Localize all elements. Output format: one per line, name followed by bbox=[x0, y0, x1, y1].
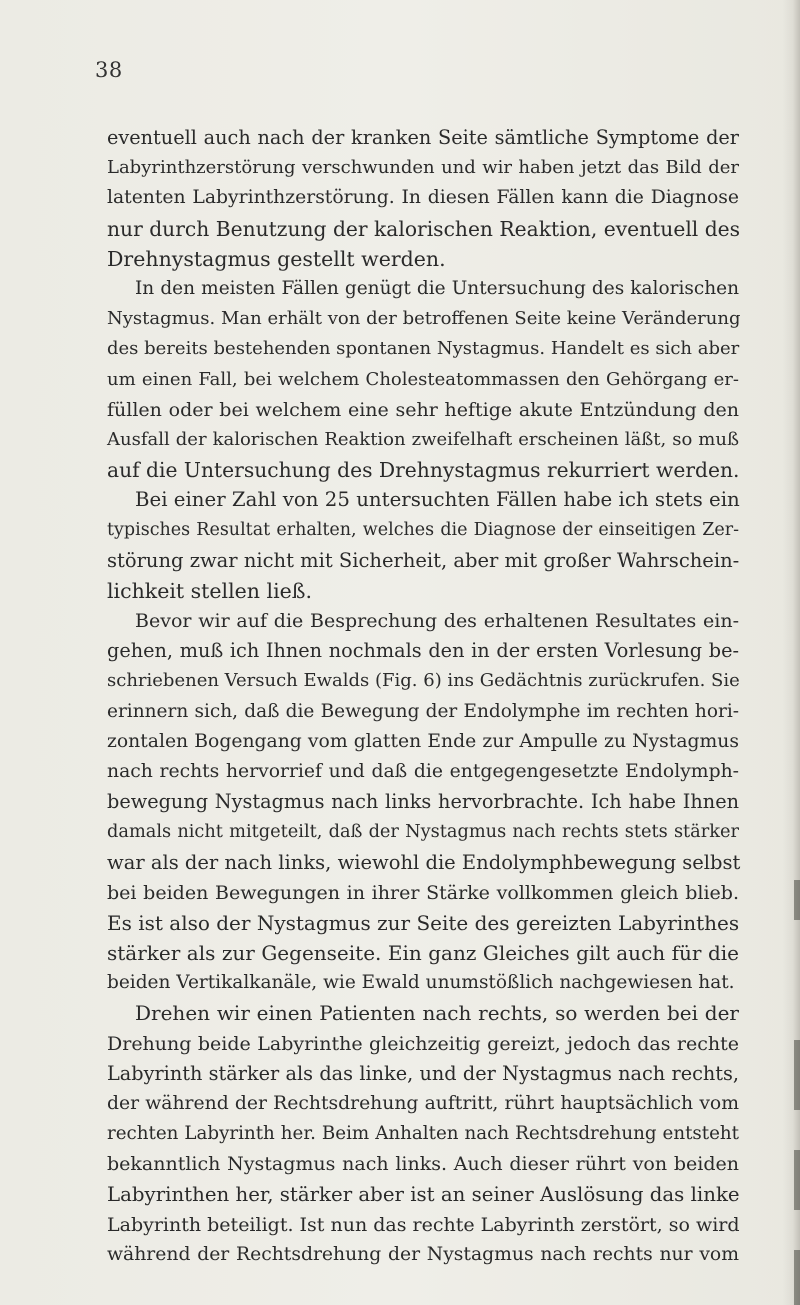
text-line: bekanntlich Nystagmus nach links. Auch dieser rührt von beiden bbox=[107, 1153, 739, 1176]
text-line: latenten Labyrinthzerstörung. In diesen Fällen kann die Diagnose bbox=[107, 187, 739, 209]
text-line: erinnern sich, daß die Bewegung der Endolymphe im rechten hori- bbox=[107, 700, 739, 722]
text-line: rechten Labyrinth her. Beim Anhalten nach Rechtsdrehung entsteht bbox=[107, 1123, 739, 1145]
text-line: Bevor wir auf die Besprechung des erhaltenen Resultates ein- bbox=[135, 610, 739, 632]
text-line: Drehnystagmus gestellt werden. bbox=[107, 246, 446, 271]
text-line: nach rechts hervorrief und daß die entgegengesetzte Endolymph- bbox=[107, 760, 739, 782]
text-line: Bei einer Zahl von 25 untersuchten Fällen habe ich stets ein bbox=[135, 488, 740, 512]
body-text bbox=[107, 123, 739, 1270]
text-line: typisches Resultat erhalten, welches die Diagnose der einseitigen Zer- bbox=[107, 520, 739, 541]
text-line: Labyrinth beteiligt. Ist nun das rechte Labyrinth zerstört, so wird bbox=[107, 1213, 740, 1236]
text-line: auf die Untersuchung des Drehnystagmus rekurriert werden. bbox=[107, 458, 740, 483]
page-edge-mark bbox=[794, 1250, 800, 1305]
text-line: zontalen Bogengang vom glatten Ende zur Ampulle zu Nystagmus bbox=[107, 730, 739, 752]
text-line: Labyrinthen her, stärker aber ist an seiner Auslösung das linke bbox=[107, 1182, 740, 1206]
text-line: gehen, muß ich Ihnen nochmals den in der ersten Vorlesung be- bbox=[107, 639, 739, 663]
text-line: des bereits bestehenden spontanen Nystagmus. Handelt es sich aber bbox=[107, 338, 740, 360]
text-line: Labyrinthzerstörung verschwunden und wir haben jetzt das Bild der bbox=[107, 157, 739, 179]
text-line: der während der Rechtsdrehung auftritt, rührt hauptsächlich vom bbox=[107, 1093, 739, 1114]
text-line: Labyrinth stärker als das linke, und der Nystagmus nach rechts, bbox=[107, 1061, 739, 1085]
text-line: war als der nach links, wiewohl die Endolymphbewegung selbst bbox=[107, 850, 741, 874]
text-line: während der Rechtsdrehung der Nystagmus nach rechts nur vom bbox=[107, 1243, 739, 1265]
text-line: Drehung beide Labyrinthe gleichzeitig gereizt, jedoch das rechte bbox=[107, 1032, 739, 1055]
text-line: eventuell auch nach der kranken Seite sämtliche Symptome der bbox=[107, 126, 739, 149]
page-number: 38 bbox=[95, 58, 123, 82]
text-line: schriebenen Versuch Ewalds (Fig. 6) ins Gedächtnis zurückrufen. Sie bbox=[107, 670, 740, 692]
text-line: lichkeit stellen ließ. bbox=[107, 578, 312, 603]
page-edge-mark bbox=[794, 880, 800, 920]
text-line: füllen oder bei welchem eine sehr heftige akute Entzündung den bbox=[107, 398, 739, 421]
text-line: stärker als zur Gegenseite. Ein ganz Gleiches gilt auch für die bbox=[107, 941, 739, 966]
text-line: In den meisten Fällen genügt die Untersuchung des kalorischen bbox=[135, 277, 739, 299]
text-line: damals nicht mitgeteilt, daß der Nystagmus nach rechts stets stärker bbox=[107, 822, 739, 843]
text-line: Drehen wir einen Patienten nach rechts, so werden bei der bbox=[135, 1001, 739, 1026]
text-line: Nystagmus. Man erhält von der betroffenen Seite keine Veränderung bbox=[107, 308, 741, 330]
text-line: Ausfall der kalorischen Reaktion zweifelhaft erscheinen läßt, so muß bbox=[107, 428, 739, 450]
text-line: um einen Fall, bei welchem Cholesteatommassen den Gehörgang er- bbox=[107, 368, 739, 390]
text-line: Es ist also der Nystagmus zur Seite des gereizten Labyrinthes bbox=[107, 910, 740, 935]
text-line: bewegung Nystagmus nach links hervorbrachte. Ich habe Ihnen bbox=[107, 790, 739, 814]
text-line: störung zwar nicht mit Sicherheit, aber mit großer Wahrschein- bbox=[107, 548, 740, 572]
text-line: nur durch Benutzung der kalorischen Reaktion, eventuell des bbox=[107, 216, 741, 241]
page-edge-mark bbox=[794, 1040, 800, 1110]
text-line: beiden Vertikalkanäle, wie Ewald unumstößlich nachgewiesen hat. bbox=[107, 972, 735, 994]
text-line: bei beiden Bewegungen in ihrer Stärke vollkommen gleich blieb. bbox=[107, 881, 739, 904]
page-edge-mark bbox=[794, 1150, 800, 1210]
